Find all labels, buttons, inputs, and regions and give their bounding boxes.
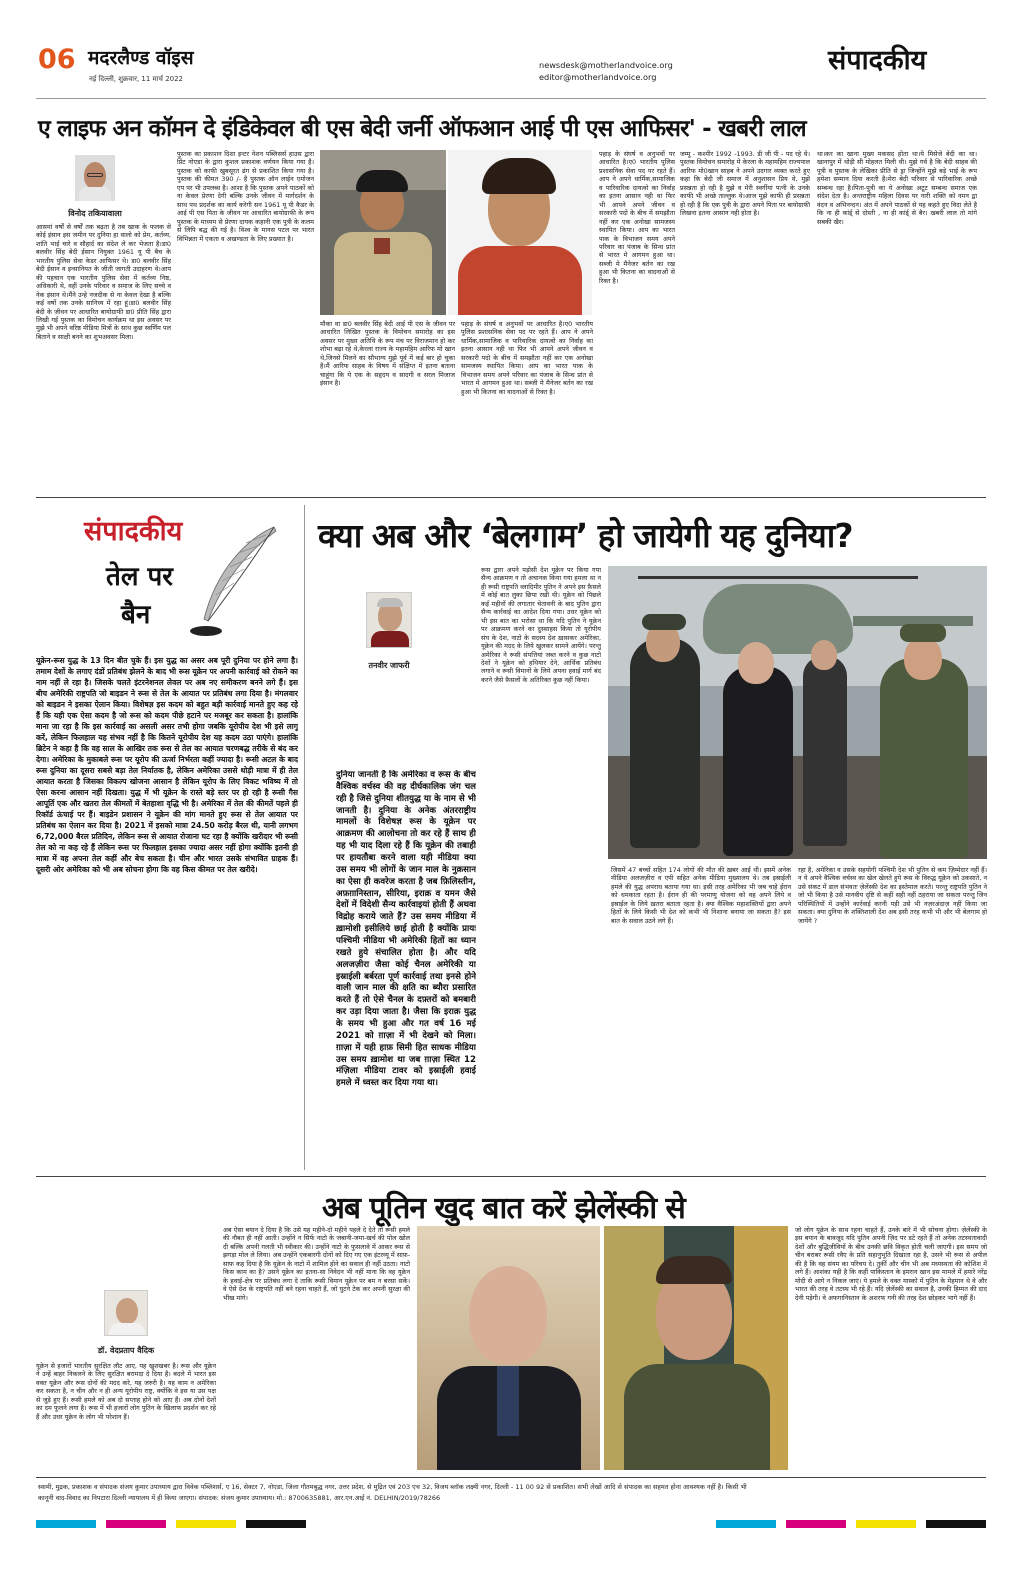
dateline: नई दिल्ली, शुक्रवार, 11 मार्च 2022 <box>89 75 184 83</box>
editorial-body: यूक्रेन-रूस युद्ध के 13 दिन बीत चुके हैं। इस युद्ध का असर अब पूरी दुनिया पर होने लगा है। तमाम देशों के लगाए दंडों प्रतिबंध झेलने के बाद भी रूस यूक्रेन पर अपनी कार्रवाई को रोकने का नाम नहीं ले रहा है। जिसके चलते इंटरनेशनल लेवल पर अब नए समीकरण बनने लगे हैं। इस बीच अमेरिकी राष्ट्रपति जो बाइडन ने रूस से तेल के आयात पर प्रतिबंध लगा दिया है। मंगलवार को बाइडन ने इसका ऐलान किया। विशेषज्ञ इस कदम को बहुत बड़ी कार्रवाई मानते हुए कह रहे हैं कि यही एक ऐसा कदम है जो रूस को कदम पीछे हटाने पर मजबूर कर सकता है। हालांकि माना जा रहा है कि इस कार्रवाई का असली असर तभी होगा जबकि यूरोपीय देश भी इसे लागू करें, लेकिन फिलहाल यह संभव नहीं है कि कितने यूरोपीय देश यह कदम उठा पाएंगे। हालांकि ब्रिटेन ने कहा है कि वह साल के आखिर तक रूस से तेल का आयात चरणबद्ध तरीके से बंद कर देगा। अमेरिका के मुकाबले रूस पर यूरोप की ऊर्जा निर्भरता कहीं ज्यादा है। रूसी अटल के बाद रूस दुनिया का दूसरा सबसे बड़ा तेल निर्यातक है, लेकिन अमेरिका उससे थोड़ी मात्रा में ही तेल आयात करता है जिसका विकल्प खोजना आसान है लेकिन यूरोप के लिए विकट भविष्य में तो ऐसा करना आसान नहीं दिखता। युद्ध में भी यूक्रेन के रास्ते बड़े स्तर पर हो रही है रूसी गैस आपूर्ति एक और खतरा तेल कीमतों में बेतहाशा वृद्धि भी है। अमेरिका में तेल की कीमतें पहले ही रिकॉर्ड ऊंचाई पर हैं। बाइडेन प्रशासन ने यूक्रेन की मांग मानते हुए रूस से तेल आयात पर प्रतिबंध का ऐलान कर दिया है। 2021 में इसको मात्रा 24.50 करोड़ बैरल थी, यानी लगभग 6,72,000 बैरल प्रतिदिन, लेकिन रूस से आयात रोजाना घट रहा है क्योंकि खरीदार भी रूसी तेल को ना कह रहे हैं लेकिन रूस पर फिलहाल इसका ज्यादा असर नहीं होगा क्योंकि इतनी ही मात्रा में वह अपना तेल कहीं और बेच सकता है। चीन और भारत उसके संभावित ग्राहक हैं। दूसरी ओर अमेरिका को भी अब सोचना होगा कि वह किस कीमत पर तेल खरीदे। <box>36 656 298 874</box>
article1-col6: था।कर का खाना मुख्य मकसद होता था।ये मिसेजे बेदी का था।खानापुर में थोड़ी सी मोहलत मिली थी। मुझे गर्व है कि बेदी साहब की पुत्री व पुस्तक के लेखिका प्रीति से ड्रा जिन्होंने मुझे बड़े भाई के रूप हमेशा सम्मान दिया करती है।मेरा बेदी परिवार से पारिवारिक अच्छे सम्बन्ध रहा है।पिता-पुत्री का ये अनोखा अटूट सम्बन्ध समाज एक संदेश देता है। अन्तराष्ट्रीय महिला दिवस पर नारी शक्ति को नमन द्वा वंदन व अभिनन्दन। अंत में अपने पाठकों से यह कहते हुए विदा लेते है कि ना ही कांई् से दोस्ती , ना ही कांई् से बैर। खबरी लाल तो मांगे सबकी खैर। <box>817 150 977 226</box>
article1-headline: ए लाइफ अन कॉमन दे इंडिकेवल बी एस बेदी जर्नी ऑफआन आई पी एस आफिसर' - खबरी लाल <box>38 116 806 142</box>
page-number: 06 <box>38 44 76 75</box>
section-title: संपादकीय <box>828 45 927 76</box>
article2-col1: रूस द्वारा अपने पड़ोसी देश यूक्रेन पर किया गया सैन्य आक्रमण न तो अचानक किया गया हमला था न ही रूसी राष्ट्रपति व्लादिमीर पुतिन ने अपने इस फ़ैसले में कोई बात लुका छिपा रखी थी। यूक्रेन को पिछले कई महीनों की लगातार चेतावनी के बाद पुतिन द्वारा सैन्य कार्रवाई का आदेश दिया गया। उधर यूक्रेन को भी इस बात का भरोसा था कि यदि पुतिन ने यूक्रेन पर आक्रमण करने का दुस्साहस किया तो यूरोपीय संघ के देश, नाटो के सदस्य देश ख़ासकर अमेरिका, यूक्रेन की मदद के लिये खुलकर सामने आयेंगे। परन्तु अमेरिका ने रूसी संपत्तियां जब्त करने व कुछ नाटो देशों ने यूक्रेन को हथियार देने, आर्थिक प्रतिबंध लगाने व रूसी विमानों के लिये अपना हवाई मार्ग बंद करने जैसे फ़ैसलों के अतिरिक्त कुछ नहीं किया। <box>481 566 601 684</box>
article2-headline: क्या अब और ‘बेलगाम’ हो जायेगी यह दुनिया? <box>318 516 853 555</box>
footer-rule <box>36 1477 986 1478</box>
article1-col5: जम्मू - कश्मीर 1992 -1993. डी जी पी - पद रहे थे। पुस्तक विमोचन समारोह मे केरला के महामहिम राज्यपाल आरिफ मो0खान साहब ने अपने उदगार व्यक्त करते हुए कहा कि बेदी जी समाज में अनुशासन प्रिय थे, मुझे प्रसन्नता हो रही है मुझे व मेरी स्वर्गीयां पत्नी के उनके काफी भी अच्छे ताल्लुक थे।आज मुझे काफी ही प्रसन्नता हो रही है कि एक पुत्री के द्वारा अपने पिता पर बायोग्राफी लिखना इतना आसान नही होता है। <box>680 150 810 218</box>
article1-col2: पुस्तक का प्रकाशन दिशा इन्टर नेशन पब्लिसर्स हाउस द्वारा प्रिंट नोएडा के द्वारा कुशल प्रकाशक वर्णयन किया गया है।पुस्तक को काफी खुबसूरत ढंग से प्रकाशित किया गया है। पुस्तक की कीमत 390 /- है पुस्तक ऑन लाईन एमोजन एप पर भी उपलब्ध है। आशा है कि पुस्तक अपने पाठकों को ना केवल प्रेरणा देगी बल्कि उनके जीवन में मार्गदर्शन के साथ पथ प्रदर्शक का कार्य करेगी सन 1961 यू पी कैडर के आई पी एस पिता के जीवन पर आधारित बायोग्राफी के रूप पुस्तक के माध्यम से प्रेरणा दायक कहानी एक पुत्री के कलम से लिपि बद्ध की गई है। विश्व के मानस पटल पर भारत विभिन्नता में एकता व अखण्डता के लिए प्रख्यात है। <box>177 150 314 243</box>
article1-col4: पहाड़ के संघर्ष व अनुभवों पर आधारित है।ए0 भारतीय पुलिस प्रशासनिक सेवा पद पर रहते हैं। आप ने अपने धार्मिक,सामाजिक व पारिवारिक दायत्वो का निर्वाह का इतना आसान नही था फिर भी आपने अपने जीवन व सरकारी पदो के बीच में समझौता नहीं कर एक अनोखा सामजस्य स्थापित किया। आप का भारत पाक के विभाजन समय अपने परिवार का पंजाब के सिन्ध प्रांत से भारत मे आगमन हुआ था। सब्जी मे मैनेजर बर्तन का रख हुआ भी कितना का वादनाओं से रिक्त है। <box>461 320 593 396</box>
article1-col4-top: पहाड़ के संघर्ष व अनुभवों पर आधारित है।ए0 भारतीय पुलिस प्रशासनिक सेवा पद पर रहते हैं। आप ने अपने धार्मिक,सामाजिक व पारिवारिक दायत्वो का निर्वाह का इतना आसान नही था फिर भी आपने अपने जीवन व सरकारी पदो के बीच में समझौता नहीं कर एक अनोखा सामजस्य स्थापित किया। आप का भारत पाक के विभाजन समय अपने परिवार का पंजाब के सिन्ध प्रांत से भारत मे आगमन हुआ था। सब्जी मे मैनेजर बर्तन का रख हुआ भी कितना का वादनाओं से रिक्त है। <box>599 150 675 285</box>
divider-a2-bottom <box>36 1176 986 1177</box>
author-photo-tanveer <box>366 592 412 648</box>
article3-photo-zelensky <box>604 1226 788 1470</box>
article3-headline: अब पूतिन खुद बात करें झेलेंस्की से <box>322 1191 685 1226</box>
article1-col1: आसमां वर्षों से वर्षों तक बढ़ता है तब खाक के फलक से कोई इंसान इस जमीन पर दुनिया हा वालो को प्रेम, कर्तव्य, शांति भाई चारे व सौहार्द का संदेश ले कर भेजता है।डा0 बलवीर सिंह बेदी ईसान नियुक्त 1961 यू पी बैच के भारतीय पुलिस सेवा केडर आफिसर थे। डा0 बलवीर सिंह बेदी ईसान व इन्सानियत के जीती जागती उदाहरण थे।आप की पहचान एक भारतीय पुलिस सेवा में कर्तव्य निष्ठ, अधिकारी थे, वहीं उनके परिवार व समाज के लिए सच्चे व नेक इंसान थे।मैंने उन्हे नजदीक से ना केवल देखा है बल्कि कई वर्षो तक उनके सानिध्य में रहा हूं।डा0 बलवीर सिंह बेदी के जीवन पर आधारित बायोग्राफी डा0 प्रीति सिंह द्वारा लिखी गई पुस्तक का विमोचन कार्यक्रम था इस अवसर पर मुझे भी अपने वरिष्ठ मीडिया मित्रों के साथ कुछ स्वर्णिम पल बिताने व साक्षी बनने का शुभअवसर मिला। <box>36 223 171 341</box>
divider-vertical-editorial <box>304 505 305 1170</box>
article2-pullquote: दुनिया जानती है कि अमेरिका व रूस के बीच वैश्विक वर्चस्व की वह दीर्घकालिक जंग चल रही है जिसे दुनिया शीतयुद्ध या के नाम से भी जानती है। दुनिया के अनेक अंतरराष्ट्रीय मामलों के विशेषज्ञ रूस के यूक्रेन पर आक्रमण की आलोचना तो कर रहे हैं साथ ही यह भी याद दिला रहे हैं कि यूक्रेन की तबाही पर हायतौबा करने वाला यही मीडिया क्या उस समय भी लोगों के जान माल के नुक़सान का ऐसा ही कवरेज करता है जब फ़िलिस्तीन, अफ़ग़ानिस्तान, सीरिया, इराक़ व यमन जैसे देशों में विदेशी सैन्य कार्रवाइयां होती हैं अथवा विद्रोह कराये जाते हैं? उस समय मीडिया में ख़ामोशी इसीलिये छाई होती है क्योंकि प्रायः पश्चिमी मीडिया भी अमेरिकी हितों का ध्यान रखते हुये संचालित होता है। और यदि अलजज़ीरा जैसा कोई चैनल अमेरिकी या इस्राईली बर्बरता पूर्ण कार्रवाई तथा इनसे होने वाली जान माल की क्षति का ब्यौरा प्रसारित करते हैं तो ऐसे चैनल के दफ़्तरों को बमबारी कर उड़ा दिया जाता है। जैसा कि इराक़ युद्ध के समय भी हुआ और गत वर्ष 16 मई 2021 को ग़ाज़ा में भी देखने को मिला। ग़ाज़ा में यही हाफ़ सिमी हित साधक मीडिया उस समय ख़ामोश था जब ग़ाज़ा स्थित 12 मंज़िला मीडिया टावर को इस्राईली हवाई हमले में ध्वस्त कर दिया गया था। <box>336 770 476 1089</box>
editorial-subtitle-line1: तेल पर <box>106 562 173 592</box>
footer-imprint-line2: कानूनी वाद-विवाद का निपटारा दिल्ली न्यायालय में ही किया जाएगा। संपादक: संजय कुमार उपाध्याय। मो.: 8700635881, आर.एन.आई नं. DELHIN/2019/78266 <box>38 1494 441 1502</box>
article1-photo-uniform <box>320 150 446 315</box>
author-photo-vaidik <box>104 1290 148 1336</box>
article1-author: विनोद तकियावाला <box>68 209 122 218</box>
article2-photo-putin-military <box>608 566 987 859</box>
editorial-box <box>36 505 298 649</box>
article1-col3: मौका था डा0 बलवीर सिंह बेदी आई पी एस के जीवन पर आधारित लिखित पुस्तक के विमोचन समारोह का इस अवसर पर मुख्य अतिथि के रूप मंच पर विराजमान हो कर शोभा बढ़ा रहे थे,केरला राज्य के महामहिम आरिफ मो खान थे,जिनसे मिलने का सौभाग्य मुझे पूर्व में कई बार हो चुका है।मैं आरिफ साहब के विषय में संक्षिप्त में इतना बताना चाहूंगा कि ये एक के सहृदय व सादगी व सरल मिजाज इंसान है। <box>320 320 455 388</box>
paper-name: मदरलैण्ड वॉइस <box>88 47 194 69</box>
article3-author: डॉ. वेदप्रताप वैदिक <box>97 1346 155 1355</box>
divider-a1-bottom <box>36 497 986 498</box>
article2-col2: जिसमें 47 बच्चों सहित 174 लोगों की मौत की ख़बर आई थी। इसमें अनेक मीडिया अलजज़ीरा व एपी सहित अनेक मीडिया मुख्यालय थे। तब इस्राईली हमले की युद्ध अपराध बताया गया था। इसी तरह अमेरिका भी जब चाहे ईरान को धमकाता रहता है। ईरान ही की परमाणु योजना को वह अपने लिये व इस्राईल के लिये ख़तरा बताता रहता है। क्या वैश्विक महाशक्तियों द्वारा अपने हितों के लिये किसी भी देश को कभी भी निशाना बनाया जा सकता है? इस बात के सवाल उठने लगे हैं। <box>611 866 791 925</box>
masthead-rule <box>36 98 986 99</box>
editorial-subtitle-line2: बैन <box>121 600 151 630</box>
article3-col2: अब ऐसा बयान दे दिया है कि उसे यह महीने-दो महीने पहले दे देते तो रूसी हमले की नौबत ही नहीं आती। उन्होंने न सिर्फ नाटो के जबानी-जमा-खर्च की पोल खोल दी बल्कि अपनी गलती भी स्वीकार की। उन्होंने नाटो के फुसलावे में आकर रूस से झगड़ा मोल ले लिया। अब उन्होंने एकबारगी दोनों को दिए गए एक इंटरव्यू में साफ़-साफ़ कह दिया है कि यूक्रेन के नाटो में शामिल होने का सवाल ही नहीं उठता। नाटो किस काम का है? उसने यूक्रेन का इतना-सा निवेदन भी नहीं माना कि वह यूक्रेन के हवाई-क्षेत्र पर प्रतिबंध लगा दे ताकि रूसी विमान यूक्रेन पर बम न बरसा सकें। वे ऐसे देश के राष्ट्रपति नहीं बने रहना चाहते हैं, जो घुटने टेक कर अपनी सुरक्षा की भीख मांगे। <box>223 1226 410 1302</box>
editorial-label: संपादकीय <box>84 516 183 547</box>
quill-icon <box>186 523 286 641</box>
email-newsdesk[interactable]: newsdesk@motherlandvoice.org <box>539 60 673 70</box>
print-color-bar <box>36 1520 986 1528</box>
article2-col3: रहा है, अमेरिका व उसके सहयोगी पश्चिमी देश भी पुतिन से कम ज़िम्मेदार नहीं हैं। न ये अपने वैश्विक वर्चस्व का खेल खेलते हुये रूस के विरुद्ध यूक्रेन को उकसाते, न उसे संकट में डाल संभवतः ज़ेलेंस्की देश का इस्तेमाल करते। परन्तु राष्ट्रपति पुतिन ने जो भी किया है उसे मानवीय दृष्टि से कहीं सही नहीं ठहराया जा सकता परन्तु जिन परिस्थितियों में उन्होंने कार्रवाई करनी पड़ी उसे भी नज़रअंदाज़ नहीं किया जा सकता। क्या दुनिया के शक्तिशाली देश अब इसी तरह कभी भी और भी बेलगाम हो जायेंगे ? <box>798 866 987 925</box>
article1-photo-portrait <box>448 150 592 315</box>
article3-col1: यूक्रेन से हजारों भारतीय सुरक्षित लौट आए, यह खुशखबर है। रूस और यूक्रेन ने उन्हें बाहर निकलने के लिए सुरक्षित बरामदा दे दिया है। बदले में भारत इस वक्त यूक्रेन और रूस दोनों की मदद करे, यह जरुरी है। यह काम न अमेरिका कर सकता है, न चीन और न ही अन्य यूरोपीय राष्ट्र, क्योंकि वे इस या उस पक्ष से जुड़े हुए हैं। रूसी हमले को अब दो सप्ताह होने को आए हैं। अब दोनों देशों का दम फूलने लगा है। रूस में भी हजारों लोग पुतिन के खिलाफ प्रदर्शन कर रहे हैं और उधर यूक्रेन के लोग भी परेशान हैं। <box>36 1362 216 1421</box>
email-editor[interactable]: editor@motherlandvoice.org <box>539 72 657 82</box>
author-photo-vinod <box>75 155 115 201</box>
article3-photo-putin <box>417 1226 600 1470</box>
article3-col3: जो लोग यूक्रेन के साथ रहना चाहते हैं, उनके बारे में भी सोचना होगा। ज़ेलेंस्की के इस बयान के बावजूद यदि पुतिन अपनी ज़िद पर डटे रहते हैं तो अनेक तटस्थतावादी देशों और बुद्धिजीवियों के बीच उनकी छवि विकृत होती चली जाएगी। इस समय जो चीन बराबर रूसी रवैए के प्रति सहानुभूति दिखाता रहा है, उसने भी रूस से अपील की है कि वह संयम का परिचय दे। तुर्की और चीन भी अब मध्यस्थता की कोशिश में लगे हैं। आशंका यही है कि कहीं पाकिस्तान के इमरान खान इस मामले में हमारे नरेंद्र मोदी से आगे न निकल जाएं। ये हमले के वक्त मास्को में पुतिन के मेहमान थे वे और भारत की तरह वे तटस्थ भी रहे हैं। यदि ज़ेलेंस्की का सवाल है, उनकी हिम्मत की दाद देनी पड़ेगी। वे अफगानिस्तान के अशरफ गनी की तरह देश छोड़कर भागे नहीं हैं। <box>795 1226 987 1302</box>
masthead <box>0 0 1024 100</box>
article2-author: तनवीर जाफरी <box>368 661 410 670</box>
footer-imprint-line1: स्वामी, मुद्रक, प्रकाशक व संपादक संजय कुमार उपाध्याय द्वारा विवेक पब्लिशर्स, ए 16, सेक्टर 7, नोएडा, जिला गौतमबुद्ध नगर, उत्तर प्रदेश, से मुद्रित एवं 203 एच 32, विजय ब्लॉक लक्ष्मी नगर, दिल्ली - 11 00 92 से प्रकाशित। सभी लेखों आदि से संपादक का सहमत होना आवश्यक नहीं है। किसी भी <box>38 1483 747 1491</box>
